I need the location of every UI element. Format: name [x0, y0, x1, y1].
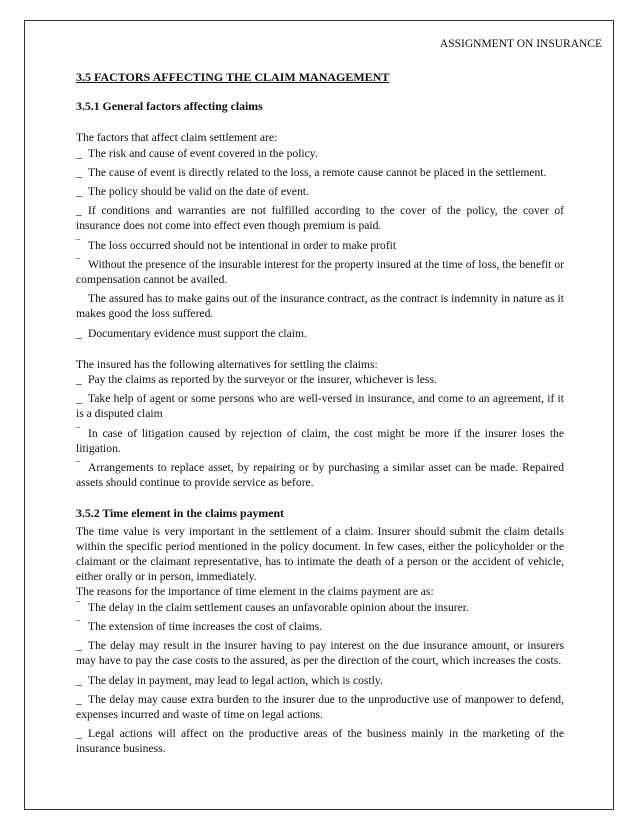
factor-item	[76, 257, 564, 287]
factor-item	[76, 326, 564, 341]
factor-item-text: If conditions and warranties are not fulfilled according to the cover of the policy, the cover of insurance does not come into effect even though premium is paid.	[76, 204, 564, 233]
factor-item	[76, 184, 564, 199]
document-body	[76, 70, 564, 761]
factor-item	[76, 146, 564, 161]
reason-item-text: The delay may cause extra burden to the insurer due to the unproductive use of manpower to defend, expenses incurred and waste of time on legal actions.	[76, 692, 564, 721]
reason-item	[76, 673, 564, 688]
factors-intro: The factors that affect claim settlement are:	[76, 131, 278, 145]
factor-item-text: The loss occurred should not be intentional in order to make profit	[88, 238, 397, 252]
factor-item-text: Documentary evidence must support the claim.	[88, 326, 307, 340]
reason-item	[76, 619, 564, 634]
reason-item-text: The delay in payment, may lead to legal action, which is costly.	[88, 673, 383, 687]
reason-item-text: The delay in the claim settlement causes an unfavorable opinion about the insurer.	[88, 600, 469, 614]
factor-item-text: The risk and cause of event covered in the policy.	[88, 146, 318, 160]
bullet-marker: _	[76, 673, 82, 687]
reason-item-text: The delay may result in the insurer having to pay interest on the due insurance amount, or insurers may have to pay the case costs to the assured, as per the direction of the court, which increases the costs.	[76, 639, 564, 668]
factor-item	[76, 238, 564, 253]
bullet-marker: _	[76, 185, 82, 199]
bullet-marker: ‾	[76, 238, 80, 252]
alternatives-intro: The insured has the following alternatives for settling the claims:	[76, 357, 378, 371]
alternatives-list	[76, 372, 564, 490]
bullet-marker: ‾	[76, 619, 80, 633]
factor-item	[76, 203, 564, 233]
alternative-item	[76, 460, 564, 490]
bullet-marker: _	[76, 204, 82, 218]
bullet-marker: _	[76, 639, 82, 653]
bullet-marker: _	[76, 727, 82, 741]
factor-item	[76, 291, 564, 321]
bullet-marker: _	[76, 326, 82, 340]
factor-item-text: The assured has to make gains out of the insurance contract, as the contract is indemnity in nature as it makes good the loss suffered.	[76, 292, 564, 321]
bullet-marker: ‾	[76, 600, 80, 614]
time-element-paragraph: The time value is very important in the settlement of a claim. Insurer should submit the claim details within the specific period mentioned in the policy document. In few cases, either the policyholder or the claimant or the claimant representative, has to intimate the death of a person or the accident of vehicle, either orally or in person, immediately.	[76, 524, 564, 584]
alternative-item-text: Pay the claims as reported by the surveyor or the insurer, whichever is less.	[88, 373, 437, 387]
section-title: 3.5 FACTORS AFFECTING THE CLAIM MANAGEMENT	[76, 70, 390, 84]
page-header: ASSIGNMENT ON INSURANCE	[439, 38, 602, 50]
factor-item-text: The cause of event is directly related to the loss, a remote cause cannot be placed in the settlement.	[88, 165, 547, 179]
factors-list	[76, 146, 564, 341]
subsection-title-general-factors: 3.5.1 General factors affecting claims	[76, 99, 263, 114]
factor-item-text: The policy should be valid on the date of event.	[88, 185, 309, 199]
reasons-list	[76, 600, 564, 757]
bullet-marker: _	[76, 146, 82, 160]
subsection-title-time-element: 3.5.2 Time element in the claims payment	[76, 506, 284, 521]
bullet-marker: ‾	[76, 257, 80, 271]
reason-item	[76, 600, 564, 615]
factor-item	[76, 165, 564, 180]
bullet-marker: _	[76, 373, 82, 387]
alternative-item	[76, 426, 564, 456]
factor-item-text: Without the presence of the insurable interest for the property insured at the time of loss, the benefit or compensation cannot be availed.	[76, 257, 564, 287]
bullet-marker: ‾	[76, 426, 80, 440]
reason-item-text: The extension of time increases the cost of claims.	[88, 619, 323, 633]
bullet-marker: _	[76, 165, 82, 179]
bullet-marker: _	[76, 692, 82, 706]
reasons-intro: The reasons for the importance of time element in the claims payment are as:	[76, 585, 434, 599]
reason-item-text: Legal actions will affect on the productive areas of the business mainly in the marketing of the insurance business.	[76, 727, 564, 756]
alternative-item-text: Arrangements to replace asset, by repairing or by purchasing a similar asset can be made. Repaired assets should continue to provide service as before.	[76, 461, 564, 490]
bullet-marker: ‾	[76, 461, 80, 475]
alternative-item-text: Take help of agent or some persons who are well-versed in insurance, and come to an agreement, if it is a disputed claim	[76, 392, 564, 421]
reason-item	[76, 638, 564, 668]
alternative-item-text: In case of litigation caused by rejection of claim, the cost might be more if the insurer loses the litigation.	[76, 426, 564, 455]
alternative-item	[76, 391, 564, 421]
alternative-item	[76, 372, 564, 387]
reason-item	[76, 726, 564, 756]
reason-item	[76, 692, 564, 722]
bullet-marker: _	[76, 392, 82, 406]
